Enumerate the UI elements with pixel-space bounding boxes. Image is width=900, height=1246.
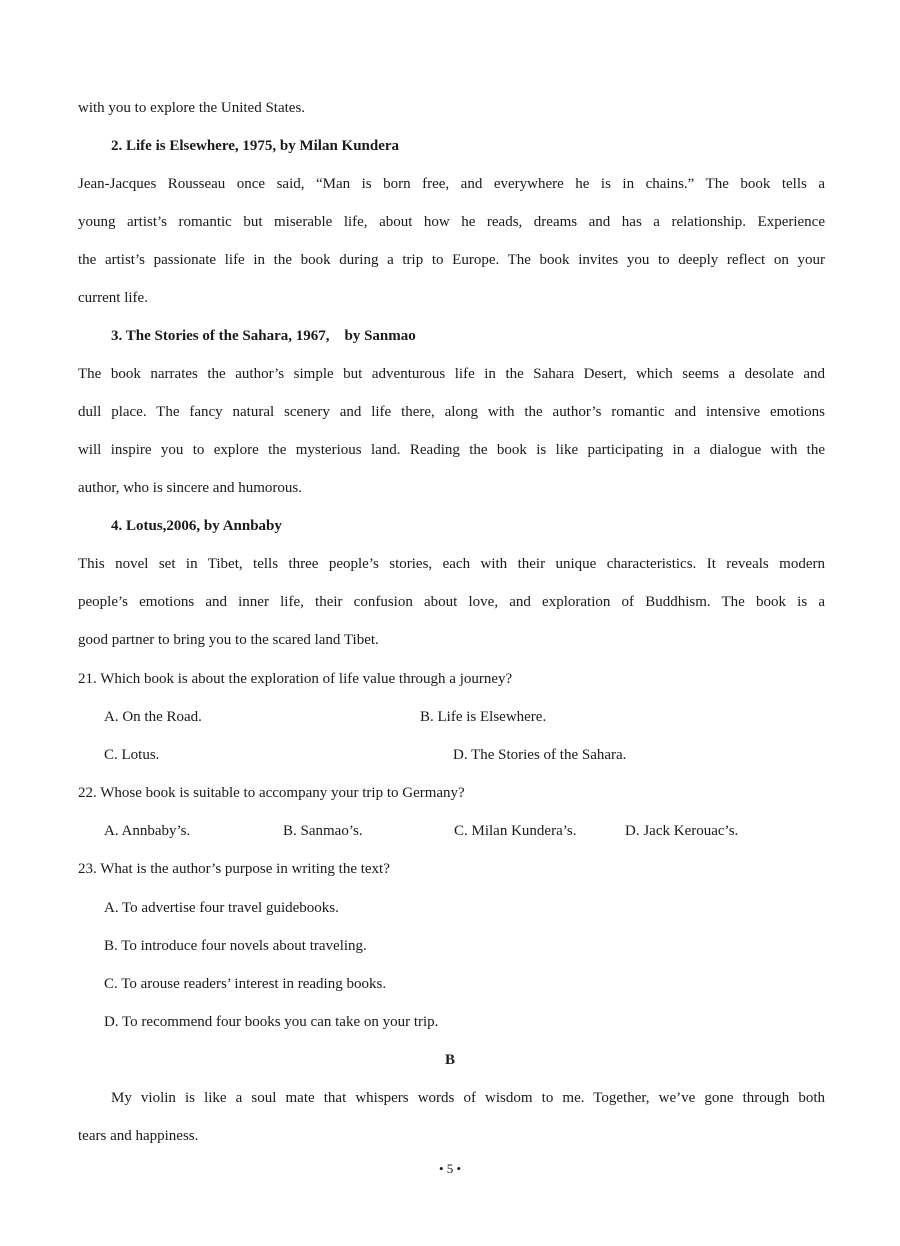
passage-text-line: dull place. The fancy natural scenery and life there, along with the author’s romantic and intensive emotions <box>78 404 825 420</box>
passage-text-line: the artist’s passionate life in the book during a trip to Europe. The book invites you to deeply reflect on your <box>78 252 825 268</box>
question-21-option-d: D. The Stories of the Sahara. <box>453 747 627 763</box>
question-22-stem: 22. Whose book is suitable to accompany your trip to Germany? <box>78 785 465 801</box>
question-22-option-c: C. Milan Kundera’s. <box>454 823 577 839</box>
question-23-stem: 23. What is the author’s purpose in writing the text? <box>78 861 390 877</box>
page-number: • 5 • <box>438 1161 462 1176</box>
question-21-option-a: A. On the Road. <box>104 709 202 725</box>
passage-text-line: young artist’s romantic but miserable life, about how he reads, dreams and has a relationship. Experience <box>78 214 825 230</box>
question-22-option-a: A. Annbaby’s. <box>104 823 191 839</box>
passage-text-line: good partner to bring you to the scared land Tibet. <box>78 632 379 648</box>
question-21-option-c: C. Lotus. <box>104 747 160 763</box>
passage-text-line: will inspire you to explore the mysterious land. Reading the book is like participating in a dialogue with the <box>78 442 825 458</box>
book-heading-stories-of-the-sahara: 3. The Stories of the Sahara, 1967, by Sanmao <box>111 328 416 344</box>
question-22-option-d: D. Jack Kerouac’s. <box>625 823 739 839</box>
question-23-option-c: C. To arouse readers’ interest in reading books. <box>104 976 387 992</box>
passage-text-line: The book narrates the author’s simple but adventurous life in the Sahara Desert, which seems a desolate and <box>78 366 825 382</box>
passage-text-line: Jean-Jacques Rousseau once said, “Man is born free, and everywhere he is in chains.” The book tells a <box>78 176 825 192</box>
book-heading-lotus: 4. Lotus,2006, by Annbaby <box>111 518 282 534</box>
passage-text-line: This novel set in Tibet, tells three people’s stories, each with their unique characteristics. It reveals modern <box>78 556 825 572</box>
passage-text-line: current life. <box>78 290 148 306</box>
question-21-stem: 21. Which book is about the exploration of life value through a journey? <box>78 671 513 687</box>
question-22-option-b: B. Sanmao’s. <box>283 823 363 839</box>
passage-text-line: with you to explore the United States. <box>78 100 306 116</box>
passage-b-text-line: tears and happiness. <box>78 1128 199 1144</box>
passage-text-line: author, who is sincere and humorous. <box>78 480 302 496</box>
question-23-option-d: D. To recommend four books you can take on your trip. <box>104 1014 439 1030</box>
section-b-label: B <box>444 1052 455 1068</box>
question-21-option-b: B. Life is Elsewhere. <box>420 709 547 725</box>
question-23-option-a: A. To advertise four travel guidebooks. <box>104 900 339 916</box>
book-heading-life-is-elsewhere: 2. Life is Elsewhere, 1975, by Milan Kundera <box>111 138 400 154</box>
passage-b-text-line: My violin is like a soul mate that whispers words of wisdom to me. Together, we’ve gone through both <box>111 1090 825 1106</box>
question-23-option-b: B. To introduce four novels about traveling. <box>104 938 367 954</box>
passage-text-line: people’s emotions and inner life, their confusion about love, and exploration of Buddhism. The book is a <box>78 594 825 610</box>
